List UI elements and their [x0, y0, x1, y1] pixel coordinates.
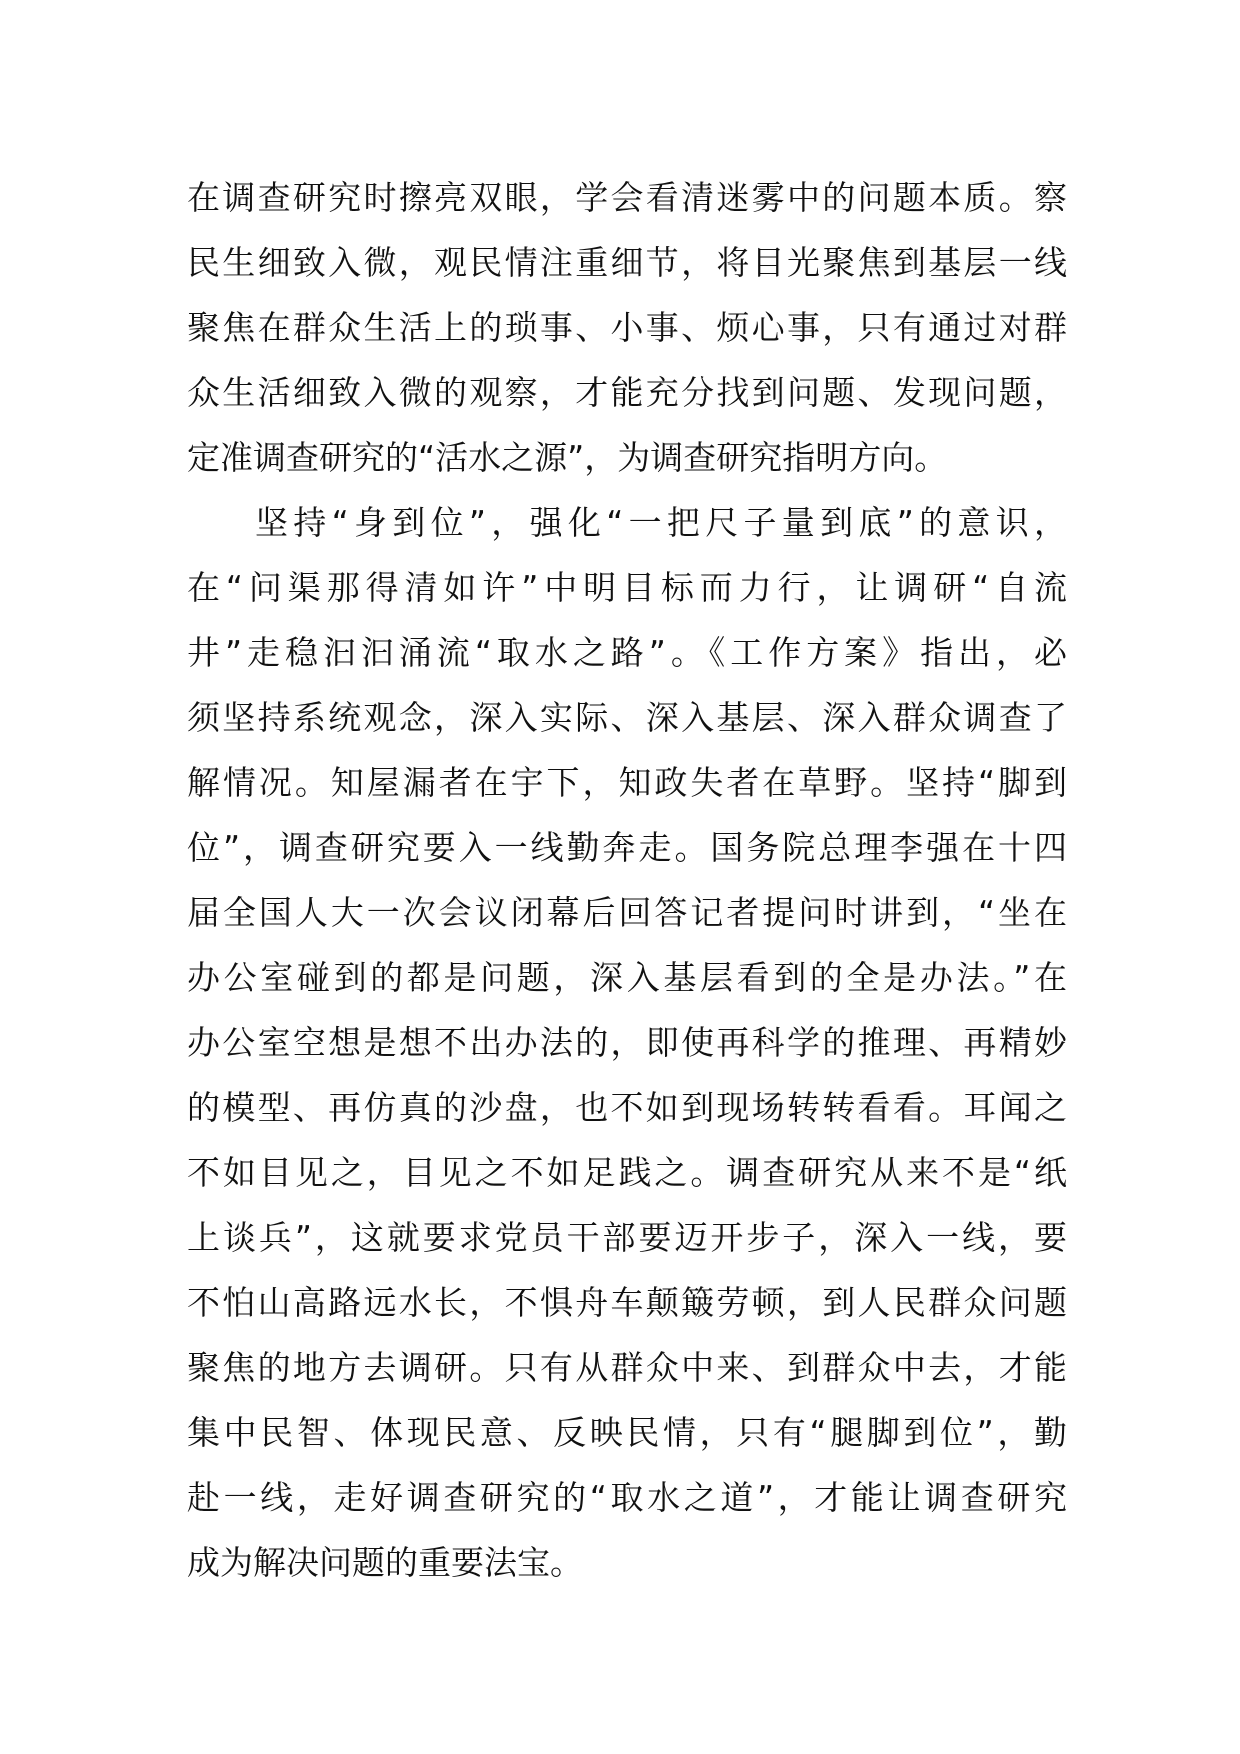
- paragraph-last-line: 定准调查研究的“活水之源”，为调查研究指明方向。: [187, 438, 948, 477]
- text-line: 办公室空想是想不出办法的，即使再科学的推理、再精妙: [187, 1023, 1067, 1062]
- text-line: 赴一线，走好调查研究的“取水之道”，才能让调查研究: [187, 1478, 1067, 1517]
- text-line: 聚焦的地方去调研。只有从群众中来、到群众中去，才能: [187, 1348, 1067, 1387]
- text-line: 井”走稳汩汩涌流“取水之路”。《工作方案》指出，必: [187, 633, 1067, 672]
- text-line: 办公室碰到的都是问题，深入基层看到的全是办法。”在: [187, 958, 1067, 997]
- text-line: 众生活细致入微的观察，才能充分找到问题、发现问题，: [187, 373, 1067, 412]
- text-line: 上谈兵”，这就要求党员干部要迈开步子，深入一线，要: [187, 1218, 1067, 1257]
- text-line: 位”，调查研究要入一线勤奔走。国务院总理李强在十四: [187, 828, 1067, 867]
- text-line: 届全国人大一次会议闭幕后回答记者提问时讲到，“坐在: [187, 893, 1067, 932]
- text-line: 在“问渠那得清如许”中明目标而力行，让调研“自流: [187, 568, 1067, 607]
- paragraph-last-line: 成为解决问题的重要法宝。: [187, 1543, 583, 1582]
- text-line: 解情况。知屋漏者在宇下，知政失者在草野。坚持“脚到: [187, 763, 1067, 802]
- text-line: 不如目见之，目见之不如足践之。调查研究从来不是“纸: [187, 1153, 1067, 1192]
- text-line: 的模型、再仿真的沙盘，也不如到现场转转看看。耳闻之: [187, 1088, 1067, 1127]
- text-line: 不怕山高路远水长，不惧舟车颠簸劳顿，到人民群众问题: [187, 1283, 1067, 1322]
- paragraph-first-line: 坚持“身到位”，强化“一把尺子量到底”的意识，: [255, 503, 1067, 542]
- text-line: 须坚持系统观念，深入实际、深入基层、深入群众调查了: [187, 698, 1067, 737]
- text-line: 集中民智、体现民意、反映民情，只有“腿脚到位”，勤: [187, 1413, 1067, 1452]
- text-line: 在调查研究时擦亮双眼，学会看清迷雾中的问题本质。察: [187, 178, 1067, 217]
- text-line: 民生细致入微，观民情注重细节，将目光聚焦到基层一线: [187, 243, 1067, 282]
- text-line: 聚焦在群众生活上的琐事、小事、烦心事，只有通过对群: [187, 308, 1067, 347]
- body-text: [187, 165, 1067, 1595]
